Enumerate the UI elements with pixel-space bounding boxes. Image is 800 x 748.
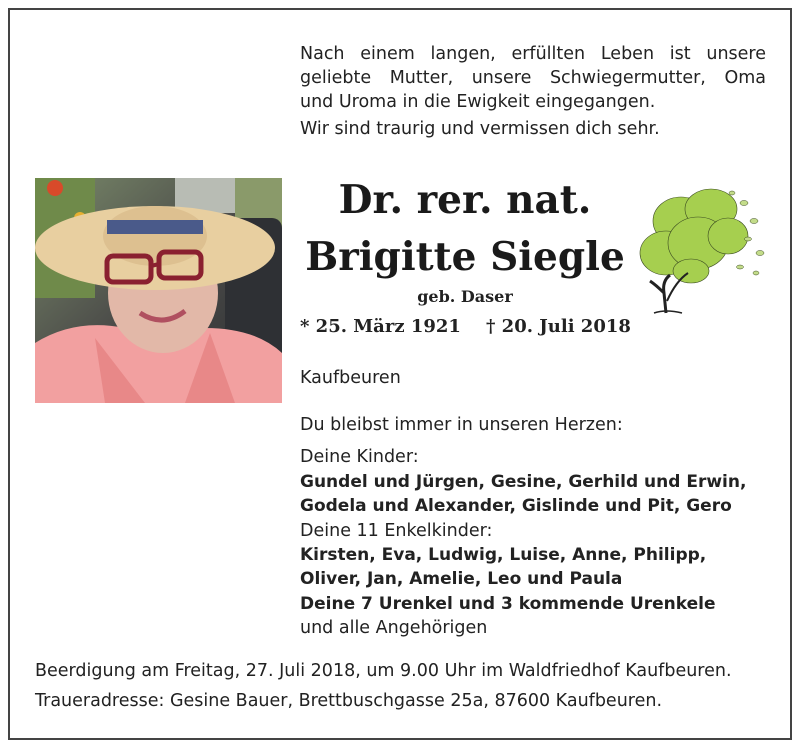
family-list xyxy=(300,413,770,641)
intro-closing: Wir sind traurig und vermissen dich sehr. xyxy=(300,119,660,139)
funeral-info: Beerdigung am Freitag, 27. Juli 2018, um 9.00 Uhr im Waldfriedhof Kaufbeuren. xyxy=(35,661,732,681)
deceased-name: Brigitte Siegle xyxy=(305,234,625,280)
grandchildren-names: Kirsten, Eva, Ludwig, Luise, Anne, Philipp, xyxy=(300,545,707,566)
mourning-address: Traueradresse: Gesine Bauer, Brettbuschgasse 25a, 87600 Kaufbeuren. xyxy=(35,691,663,711)
deceased-title: Dr. rer. nat. xyxy=(338,177,592,223)
grandchildren-names: Oliver, Jan, Amelie, Leo und Paula xyxy=(300,569,623,590)
children-names: Godela und Alexander, Gislinde und Pit, Gero xyxy=(300,496,732,517)
tree-icon xyxy=(636,181,768,317)
footer xyxy=(35,656,775,716)
intro-text xyxy=(300,42,766,114)
intro-line: geliebte Mutter, unsere Schwiegermutter, Oma xyxy=(300,68,766,88)
great-grandchildren: Deine 7 Urenkel und 3 kommende Urenkele xyxy=(300,593,716,614)
death-date: † 20. Juli 2018 xyxy=(486,316,631,337)
intro-line: und Uroma in die Ewigkeit eingegangen. xyxy=(300,92,656,112)
city: Kaufbeuren xyxy=(300,368,401,388)
children-names: Gundel und Jürgen, Gesine, Gerhild und Erwin, xyxy=(300,471,747,492)
portrait-photo xyxy=(35,178,282,403)
intro-line: Nach einem langen, erfüllten Leben ist unsere xyxy=(300,44,766,64)
children-label: Deine Kinder: xyxy=(300,447,419,468)
grandchildren-label: Deine 11 Enkelkinder: xyxy=(300,520,493,541)
family-intro: Du bleibst immer in unseren Herzen: xyxy=(300,415,623,435)
maiden-name: geb. Daser xyxy=(417,287,513,306)
relatives: und alle Angehörigen xyxy=(300,618,488,639)
birth-date: * 25. März 1921 xyxy=(300,316,461,337)
